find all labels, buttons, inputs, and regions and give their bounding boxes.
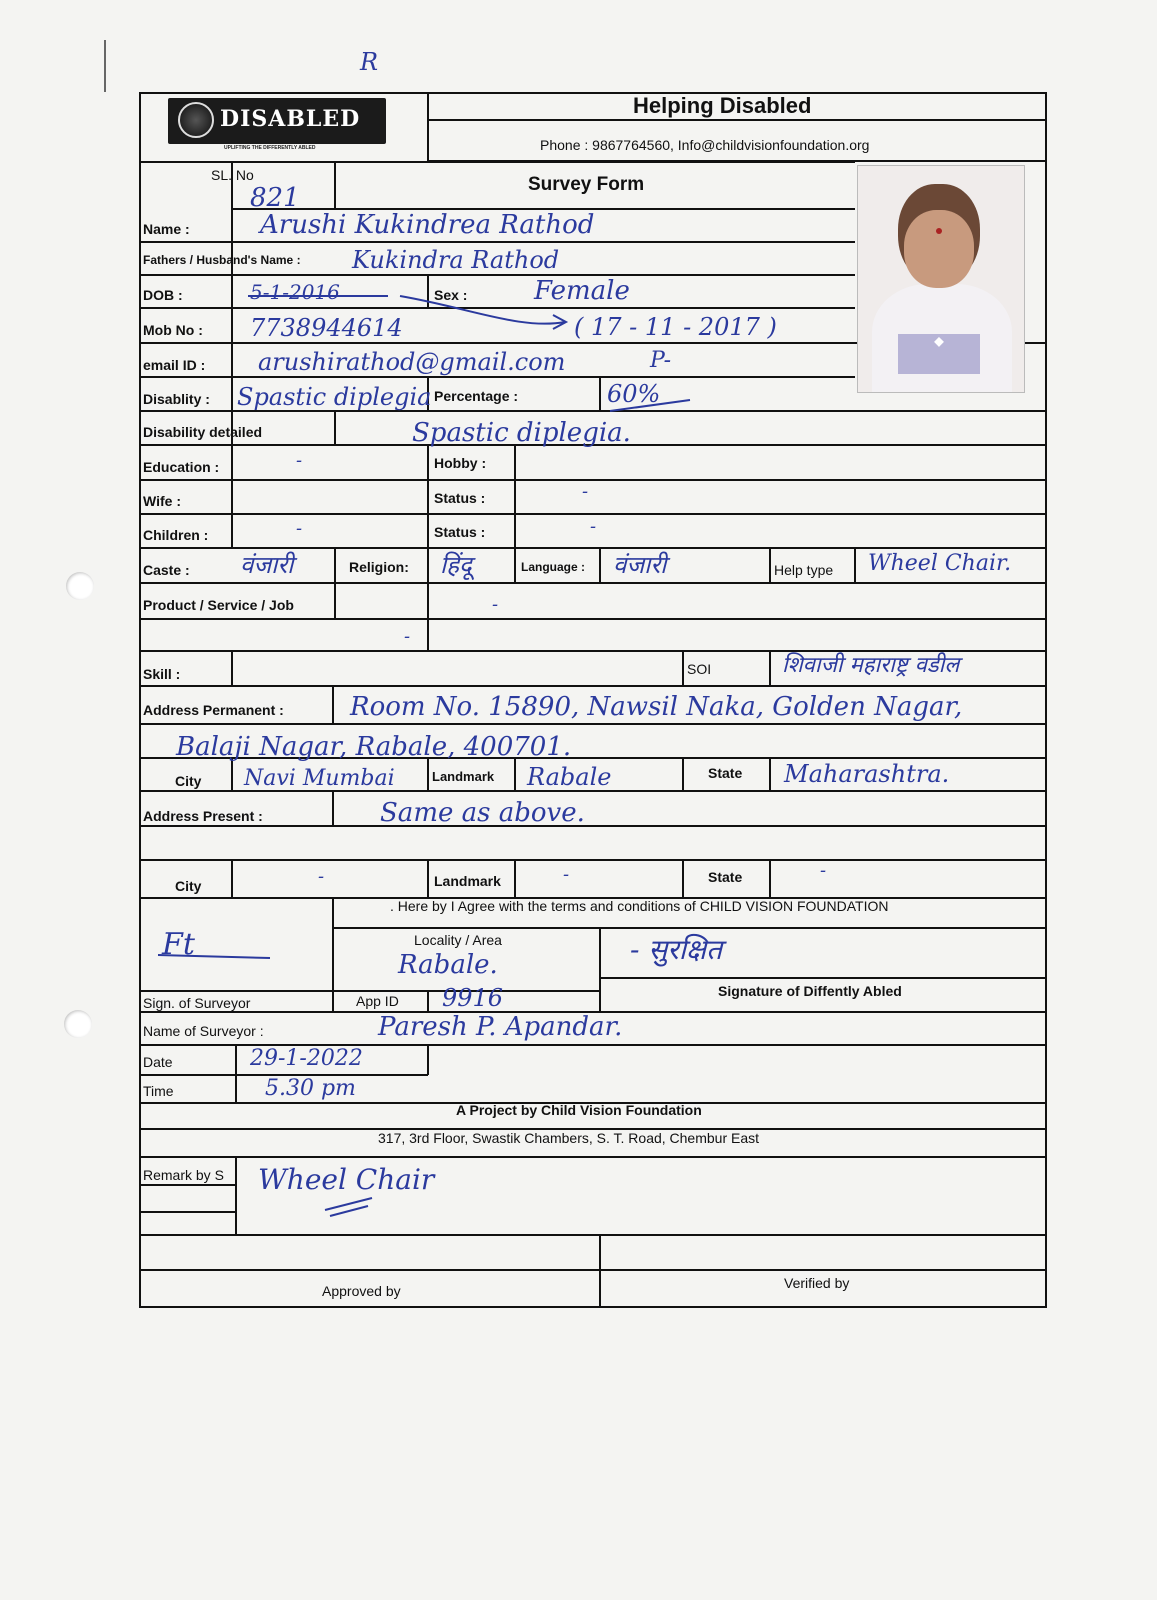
state-value: Maharashtra. <box>784 760 950 788</box>
children-value: - <box>296 518 303 539</box>
agreement-text: . Here by I Agree with the terms and conditions of CHILD VISION FOUNDATION <box>390 898 889 914</box>
date-label: Date <box>143 1054 173 1070</box>
app-id-value: 9916 <box>442 984 504 1012</box>
form-heading: Helping Disabled <box>633 93 812 118</box>
caste-label: Caste : <box>143 562 190 578</box>
address-permanent-line-1: Room No. 15890, Nawsil Naka, Golden Nagar, <box>350 692 963 722</box>
state-label: State <box>708 765 743 781</box>
time-label: Time <box>143 1083 174 1099</box>
soi-value: शिवाजी महाराष्ट्र वडील <box>782 653 960 678</box>
name-value: Arushi Kukindrea Rathod <box>260 210 595 240</box>
project-line: A Project by Child Vision Foundation <box>456 1102 702 1118</box>
percentage-label: Percentage : <box>434 388 519 404</box>
children-status-label: Status : <box>434 524 486 540</box>
father-name-label: Fathers / Husband's Name : <box>143 253 301 267</box>
address-present-label: Address Present : <box>143 808 263 824</box>
locality-value: Rabale. <box>398 950 498 980</box>
landmark-value-2: - <box>563 864 570 885</box>
help-type-value: Wheel Chair. <box>868 551 1012 576</box>
remark-value: Wheel Chair <box>258 1163 435 1196</box>
city-value: Navi Mumbai <box>244 766 395 791</box>
language-label: Language : <box>521 560 586 574</box>
landmark-label: Landmark <box>432 769 495 784</box>
time-value: 5.30 pm <box>265 1076 356 1101</box>
email-note: P- <box>650 348 672 373</box>
app-id-label: App ID <box>356 993 399 1009</box>
state-label-2: State <box>708 869 743 885</box>
address-present-value: Same as above. <box>380 798 585 828</box>
disability-label: Disablity : <box>143 391 210 407</box>
sex-label: Sex : <box>434 287 468 303</box>
logo-emblem-icon <box>178 102 214 138</box>
sex-value: Female <box>534 276 630 306</box>
surveyor-name-value: Paresh P. Apandar. <box>378 1012 623 1042</box>
hobby-label: Hobby : <box>434 455 487 471</box>
product-value: - <box>492 594 499 615</box>
father-name-value: Kukindra Rathod <box>352 246 560 274</box>
caste-value: वंजारी <box>240 551 294 579</box>
address-permanent-label: Address Permanent : <box>143 702 284 718</box>
city-value-2: - <box>318 866 325 887</box>
education-label: Education : <box>143 459 220 475</box>
mob-label: Mob No : <box>143 322 203 338</box>
mob-value: 7738944614 <box>250 314 403 342</box>
product-label: Product / Service / Job <box>143 597 294 613</box>
contact-line: Phone : 9867764560, Info@childvisionfoundation.org <box>540 137 870 153</box>
sign-surveyor-label: Sign. of Surveyor <box>143 995 251 1011</box>
wife-status-label: Status : <box>434 490 486 506</box>
city-label: City <box>175 773 202 789</box>
percentage-value: 60% <box>607 380 661 408</box>
disability-detailed-label: Disability detailed <box>143 424 263 440</box>
logo-text: DISABLED <box>220 106 361 132</box>
disability-detailed-value: Spastic diplegia. <box>412 418 631 448</box>
name-label: Name : <box>143 221 190 237</box>
sl-no-value: 821 <box>250 183 300 213</box>
dob-value: ( 17 - 11 - 2017 ) <box>574 313 777 341</box>
religion-value: हिंदू <box>440 551 472 579</box>
wife-label: Wife : <box>143 493 181 509</box>
dob-struck-value: 5-1-2016 <box>250 280 340 304</box>
state-value-2: - <box>820 860 827 881</box>
product-extra-value: - <box>404 626 411 647</box>
survey-form-title: Survey Form <box>528 174 645 195</box>
landmark-label-2: Landmark <box>434 873 501 889</box>
email-label: email ID : <box>143 357 206 373</box>
sl-no-label: SL. No <box>211 167 254 183</box>
logo-tagline: UPLIFTING THE DIFFERENTLY ABLED <box>224 145 316 151</box>
skill-label: Skill : <box>143 666 181 682</box>
religion-label: Religion: <box>349 559 409 575</box>
soi-label: SOI <box>687 661 712 677</box>
language-value: वंजारी <box>613 551 667 579</box>
locality-label: Locality / Area <box>414 932 502 948</box>
wife-status-value: - <box>582 481 589 502</box>
approved-by-label: Approved by <box>322 1283 401 1299</box>
surveyor-signature: Ft <box>162 927 195 962</box>
address-permanent-line-2: Balaji Nagar, Rabale, 400701. <box>176 732 572 762</box>
applicant-photo: ◆ <box>857 165 1025 393</box>
verified-by-label: Verified by <box>784 1275 850 1291</box>
email-value: arushirathod@gmail.com <box>258 348 566 376</box>
remark-label: Remark by S <box>143 1167 224 1183</box>
education-value: - <box>296 450 303 471</box>
name-surveyor-label: Name of Surveyor : <box>143 1023 264 1039</box>
corner-mark: R <box>360 48 379 76</box>
landmark-value: Rabale <box>527 763 612 791</box>
dob-label: DOB : <box>143 287 183 303</box>
children-status-value: - <box>590 516 597 537</box>
help-type-label: Help type <box>774 562 834 578</box>
date-value: 29-1-2022 <box>250 1046 363 1071</box>
disabled-logo <box>168 98 386 144</box>
disability-value: Spastic diplegia <box>237 383 432 411</box>
foundation-address: 317, 3rd Floor, Swastik Chambers, S. T. Road, Chembur East <box>378 1130 760 1146</box>
sign-abled-label: Signature of Diffently Abled <box>718 983 902 999</box>
abled-signature: - सुरक्षित <box>630 933 723 966</box>
city-label-2: City <box>175 878 202 894</box>
children-label: Children : <box>143 527 209 543</box>
